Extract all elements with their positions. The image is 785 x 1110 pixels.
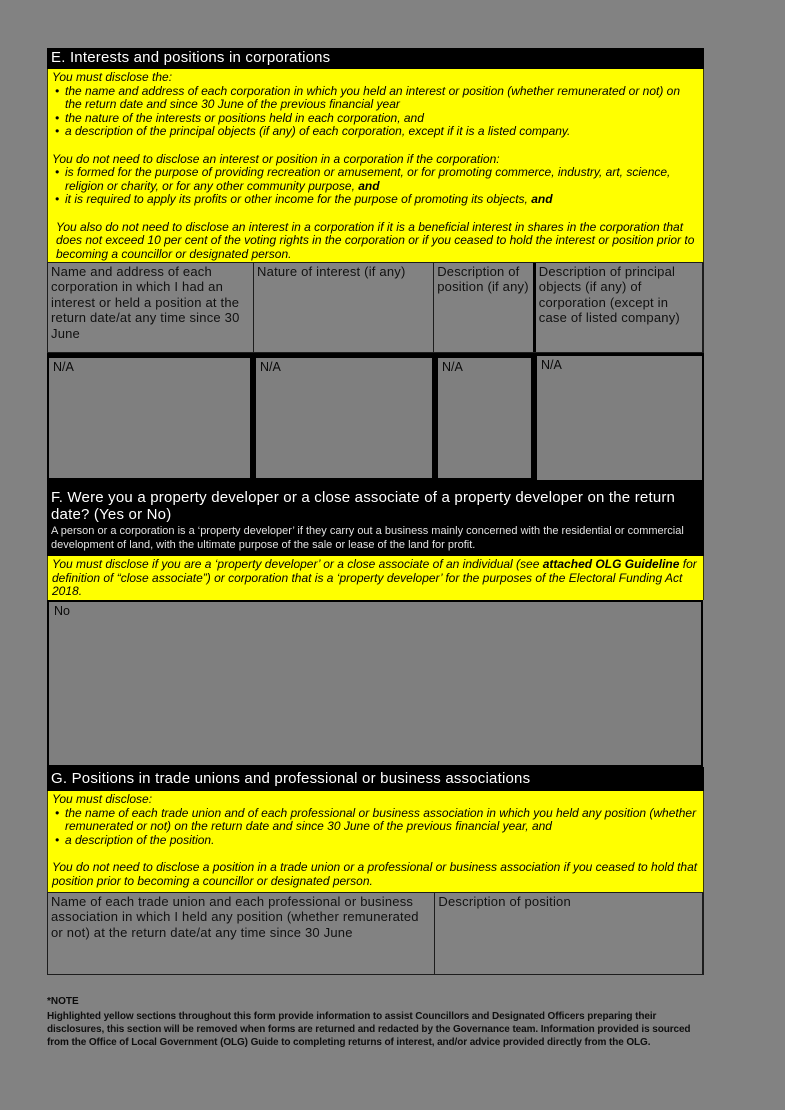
bullet-text: the name and address of each corporation in which you held an interest or position (whether remunerated or not) on the return date and since 30 June of the previous financial year	[65, 83, 681, 112]
e-guidance-bullet	[52, 193, 698, 207]
section-f-title: F. Were you a property developer or a close associate of a property developer on the return date? (Yes or No)	[51, 489, 676, 523]
bullet-text: is formed for the purpose of providing recreation or amusement, or for promoting commerce, industry, art, science, religion or charity, or for any other community purpose,	[65, 165, 671, 193]
footnote-label: *NOTE	[47, 996, 79, 1007]
e-table-answer-row	[47, 353, 704, 487]
section-g-header	[47, 767, 704, 791]
g-table-header-association: Name of each trade union and each professional or business association in which I held any position (whether remunerated or not) at the return date/at any time since 30 June	[51, 894, 419, 940]
e-answer-cell-name-address[interactable]: N/A	[49, 358, 250, 478]
bullet-text: the name of each trade union and of each professional or business association in which you held any position (whether remunerated or not) on the return date and since 30 June of the previous financial year, and	[65, 805, 697, 834]
g-guidance-bullet	[52, 834, 698, 848]
f-guidance-paragraph	[52, 558, 698, 599]
e-table-header-nature: Nature of interest (if any)	[253, 263, 433, 352]
e-answer-cell-objects[interactable]: N/A	[537, 356, 702, 480]
spacer	[52, 207, 698, 221]
e-guidance-bullet	[52, 166, 698, 193]
bullet-text: the nature of the interests or positions held in each corporation, and	[65, 110, 424, 125]
section-g-guidance	[47, 791, 704, 892]
g-guidance-bullet	[52, 807, 698, 834]
section-e-header	[47, 48, 704, 69]
e-table-header-row	[47, 262, 704, 353]
f-note-pre: You must disclose if you are a ‘property developer’ or a close associate of an individual (see	[52, 557, 543, 571]
section-e-guidance	[47, 69, 704, 262]
footnote	[47, 996, 705, 1050]
bullet-text: a description of the position.	[65, 832, 215, 847]
g-table-header-position: Description of position	[434, 893, 702, 974]
g-guidance-intro: You must disclose:	[52, 792, 153, 806]
g-table-header-row	[47, 892, 704, 975]
bullet-bold: and	[358, 178, 380, 193]
e-answer-cell-nature[interactable]: N/A	[256, 358, 432, 478]
section-g-title: G. Positions in trade unions and professional or business associations	[51, 770, 531, 787]
e-guidance-bullet	[52, 85, 698, 112]
e-table-header-position: Description of position (if any)	[433, 263, 533, 352]
f-note-post: for definition of “close associate”) or corporation that is a ‘property developer’ for the purposes of the Electoral Funding Act 2018.	[52, 557, 697, 599]
e-guidance-intro: You must disclose the:	[52, 70, 173, 84]
bullet-text: a description of the principal objects (if any) of each corporation, except if it is a listed company.	[65, 124, 571, 139]
section-e-title: E. Interests and positions in corporations	[51, 49, 331, 66]
e-guidance-bullet	[52, 112, 698, 126]
e-answer-cell-position[interactable]: N/A	[438, 358, 531, 478]
e-guidance-paragraph: You also do not need to disclose an interest in a corporation if it is a beneficial interest in shares in the corporation that does not exceed 10 per cent of the voting rights in the corporation or if you ceased to hold the interest or position prior to becoming a councillor or designated person.	[56, 219, 695, 261]
e-table-header-name-address: Name and address of each corporation in which I had an interest or held a position at the return date/at any time since 30 June	[51, 264, 240, 341]
e-guidance-bullet	[52, 125, 698, 139]
e-table-header-objects: Description of principal objects (if any) of corporation (except in case of listed company)	[533, 263, 702, 352]
footnote-text: Highlighted yellow sections throughout this form provide information to assist Councillors and Designated Officers preparing their disclosures, this section will be removed when forms are returned and redacted by the Governance team. Information provided is sourced from the Office of Local Government (OLG) Guide to completing returns of interest, and/or advice provided directly from the OLG.	[47, 1011, 691, 1049]
bullet-bold: and	[531, 192, 553, 207]
bullet-text: it is required to apply its profits or other income for the purpose of promoting its objects,	[65, 192, 532, 207]
e-guidance-intro2: You do not need to disclose an interest or position in a corporation if the corporation:	[52, 151, 500, 166]
section-f-header	[47, 487, 704, 556]
section-f-guidance	[47, 556, 704, 600]
f-note-bold: attached OLG Guideline	[542, 557, 680, 571]
section-f-subtitle: A person or a corporation is a ‘property developer’ if they carry out a business mainly concerned with the residential or commercial development of land, with the ultimate purpose of the sale or lease of the land for profit.	[51, 525, 684, 551]
f-answer-box[interactable]: No	[47, 600, 703, 767]
spacer	[52, 847, 698, 861]
spacer	[52, 139, 698, 153]
g-guidance-paragraph: You do not need to disclose a position in a trade union or a professional or business association if you ceased to hold that position prior to becoming a councillor or designated person.	[52, 859, 698, 888]
